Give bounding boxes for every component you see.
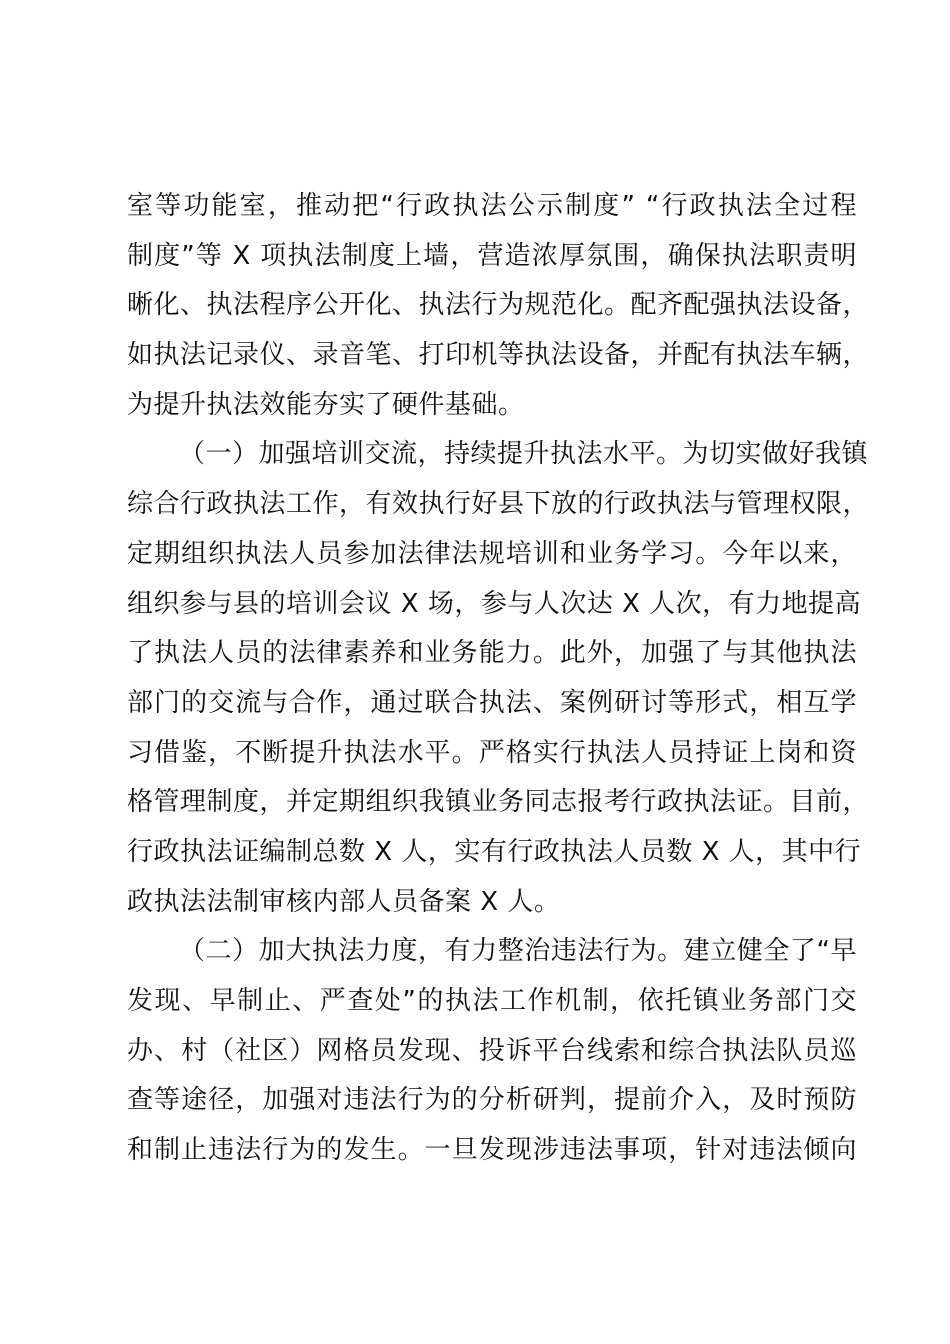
paragraph-facilities <box>127 182 870 430</box>
text-line: 和制止违法行为的发生。一旦发现涉违法事项，针对违法倾向 <box>127 1135 857 1166</box>
text-line: 部门的交流与合作，通过联合执法、案例研讨等形式，相互学 <box>127 687 857 718</box>
paragraph-enforcement <box>127 927 857 1175</box>
text-line: 了执法人员的法律素养和业务能力。此外，加强了与其他执法 <box>127 638 857 669</box>
text-line: 办、村（社区）网格员发现、投诉平台线索和综合执法队员巡 <box>127 1035 857 1066</box>
document-body <box>127 182 870 1176</box>
text-line: 政执法法制审核内部人员备案 X 人。 <box>127 886 561 917</box>
text-line: 查等途径，加强对违法行为的分析研判，提前介入，及时预防 <box>127 1085 857 1116</box>
text-line: 室等功能室，推动把“行政执法公示制度” “行政执法全过程 <box>127 191 857 221</box>
text-line: 如执法记录仪、录音笔、打印机等执法设备，并配有执法车辆， <box>127 340 870 371</box>
text-line: 习借鉴，不断提升执法水平。严格实行执法人员持证上岗和资 <box>127 737 857 768</box>
text-line: 行政执法证编制总数 X 人，实有行政执法人员数 X 人，其中行 <box>127 836 862 867</box>
text-line: 综合行政执法工作，有效执行好县下放的行政执法与管理权限， <box>127 489 870 520</box>
text-line: 组织参与县的培训会议 X 场，参与人次达 X 人次，有力地提高 <box>127 588 862 619</box>
text-line: 格管理制度，并定期组织我镇业务同志报考行政执法证。目前， <box>127 787 870 818</box>
text-line: 定期组织执法人员参加法律法规培训和业务学习。今年以来， <box>127 538 857 569</box>
text-line: （一）加强培训交流，持续提升执法水平。为切实做好我镇 <box>179 439 869 470</box>
text-line: 制度”等 X 项执法制度上墙，营造浓厚氛围，确保执法职责明 <box>127 240 857 271</box>
text-line: 晰化、执法程序公开化、执法行为规范化。配齐配强执法设备， <box>127 290 870 321</box>
paragraph-training <box>127 430 870 927</box>
text-line: 为提升执法效能夯实了硬件基础。 <box>127 389 525 420</box>
text-line: （二）加大执法力度，有力整治违法行为。建立健全了“早 <box>179 936 857 967</box>
text-line: 发现、早制止、严查处”的执法工作机制，依托镇业务部门交 <box>127 986 857 1016</box>
